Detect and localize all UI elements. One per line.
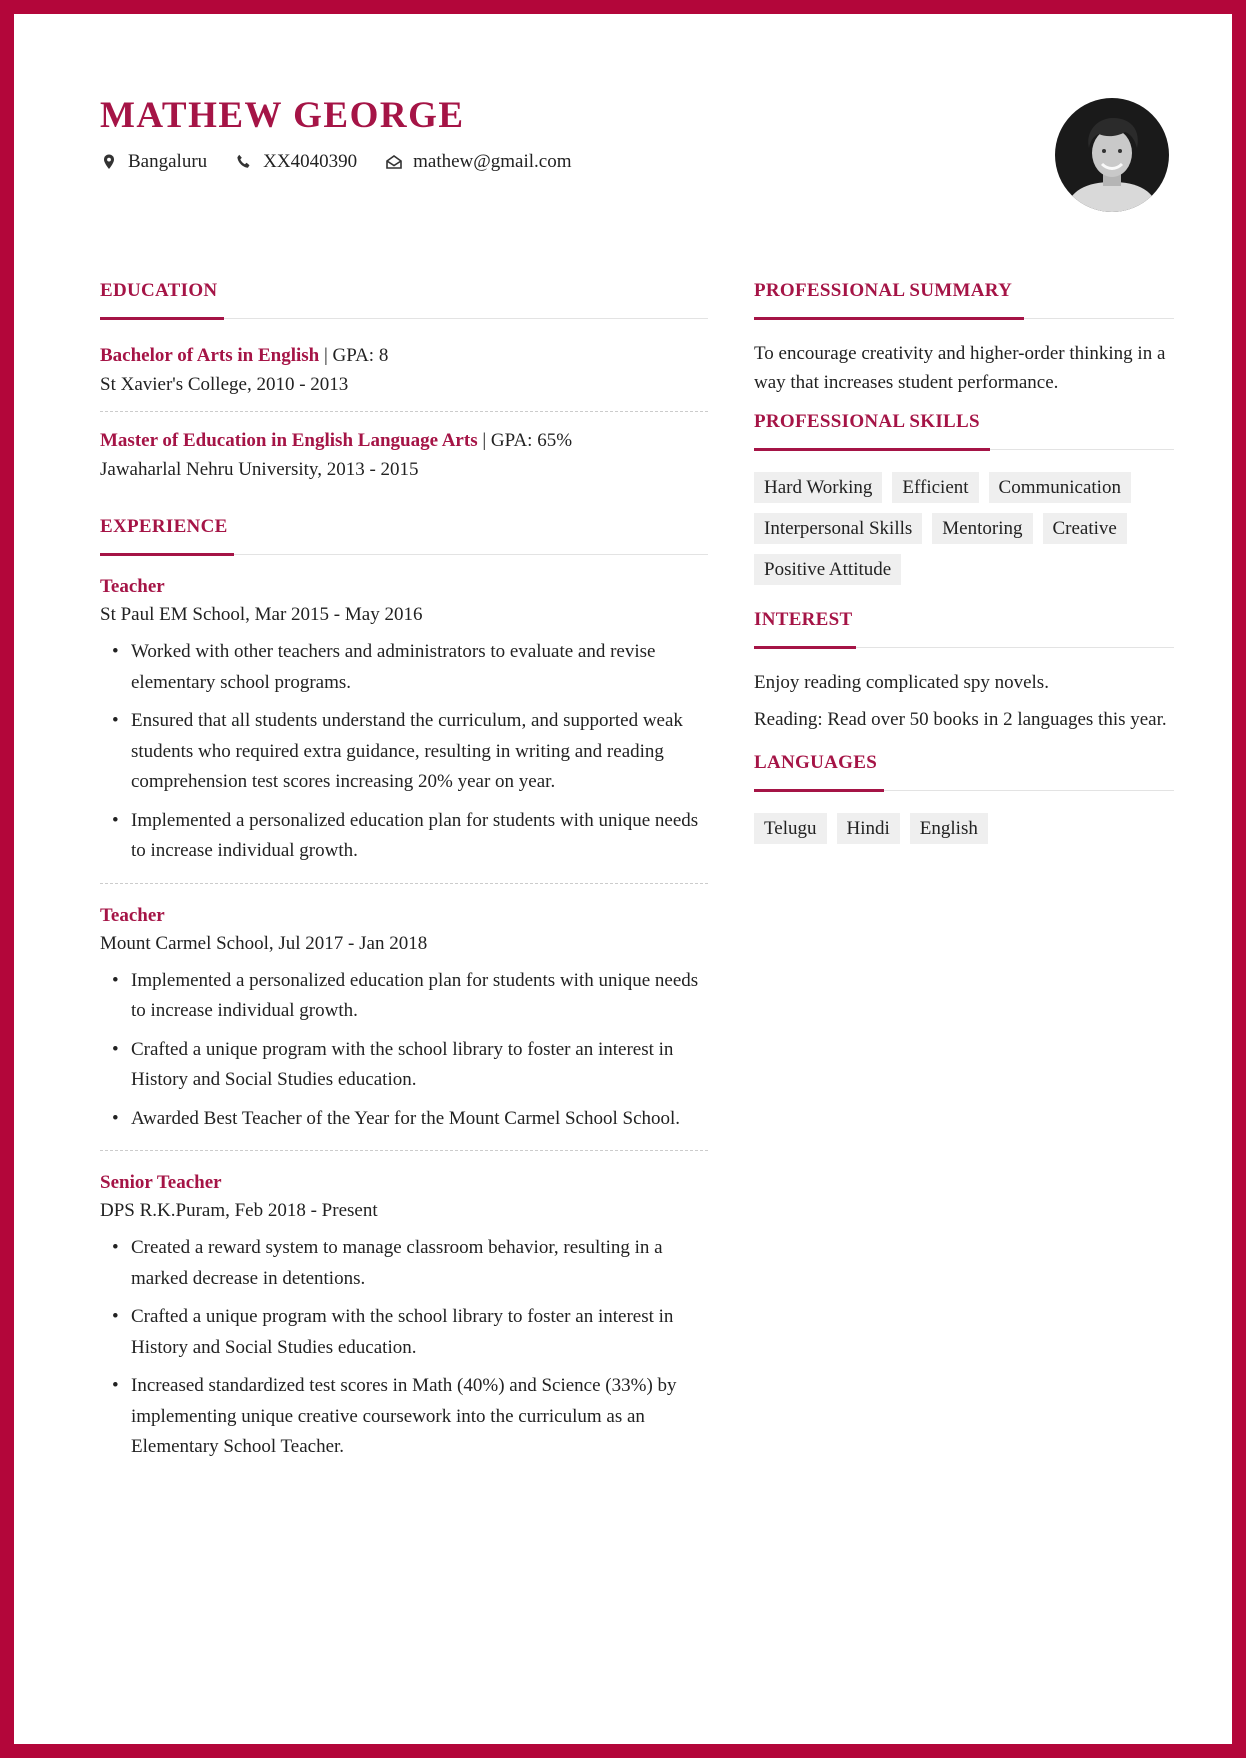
location-text: Bangaluru: [128, 151, 208, 172]
education-entry: [100, 412, 708, 484]
job-org: St Paul EM School, Mar 2015 - May 2016: [100, 604, 423, 625]
job-bullets: [100, 966, 708, 1135]
skill-tag: Efficient: [892, 472, 978, 503]
candidate-name: MATHEW GEORGE: [100, 95, 465, 136]
gpa: | GPA: 65%: [477, 430, 573, 451]
section-title: PROFESSIONAL SUMMARY: [754, 280, 1174, 319]
list-item: • Awarded Best Teacher of the Year for the Mount Carmel School School.: [100, 1104, 708, 1135]
email-icon: [385, 153, 403, 171]
job-bullets: [100, 1233, 708, 1463]
job-entry: [100, 555, 708, 867]
gpa: | GPA: 8: [319, 345, 389, 366]
contact-location: [100, 151, 207, 173]
languages-section: [754, 752, 1174, 854]
skill-tag: Mentoring: [932, 513, 1032, 544]
contact-row: [100, 151, 599, 173]
skill-tag: Creative: [1043, 513, 1127, 544]
list-item: • Increased standardized test scores in Math (40%) and Science (33%) by implementing unique creative coursework into the curriculum as an Elementary School Teacher.: [100, 1371, 708, 1463]
interest-item: Reading: Read over 50 books in 2 languages this year.: [754, 709, 1167, 730]
skill-tag: Interpersonal Skills: [754, 513, 922, 544]
job-org: Mount Carmel School, Jul 2017 - Jan 2018: [100, 932, 428, 954]
phone-text: XX4040390: [263, 151, 358, 172]
title-underline: [754, 789, 884, 792]
job-role: Teacher: [100, 904, 165, 926]
job-entry: [100, 884, 708, 1135]
title-underline: [754, 646, 856, 649]
list-item: • Ensured that all students understand the curriculum, and supported weak students who required extra guidance, resulting in writing and reading comprehension test scores increasing 20% year on year.: [100, 706, 708, 798]
section-title: EXPERIENCE: [100, 516, 708, 555]
languages-list: [754, 791, 1174, 854]
section-title: EDUCATION: [100, 280, 708, 319]
education-section: [100, 280, 708, 484]
skill-tag: Hard Working: [754, 472, 882, 503]
list-item: • Crafted a unique program with the school library to foster an interest in History and Social Studies education.: [100, 1035, 708, 1096]
section-title: INTEREST: [754, 609, 1174, 648]
skills-list: [754, 450, 1174, 595]
list-item: • Worked with other teachers and administrators to evaluate and revise elementary school programs.: [100, 637, 708, 698]
left-column: [100, 280, 708, 1471]
language-tag: Hindi: [837, 813, 900, 844]
school: St Xavier's College, 2010 - 2013: [100, 374, 349, 395]
language-tag: Telugu: [754, 813, 827, 844]
degree: Master of Education in English Language Arts: [100, 430, 478, 451]
section-title: PROFESSIONAL SKILLS: [754, 411, 1174, 450]
profile-photo: [1055, 98, 1169, 212]
job-entry: [100, 1151, 708, 1463]
list-item: • Created a reward system to manage classroom behavior, resulting in a marked decrease in detentions.: [100, 1233, 708, 1294]
title-underline: [754, 317, 1024, 320]
job-role: Teacher: [100, 576, 165, 597]
summary-section: [754, 280, 1174, 397]
language-tag: English: [910, 813, 988, 844]
degree: Bachelor of Arts in English: [100, 345, 320, 366]
title-underline: [100, 317, 224, 320]
list-item: • Implemented a personalized education plan for students with unique needs to increase individual growth.: [100, 966, 708, 1027]
title-underline: [100, 553, 234, 556]
section-title: LANGUAGES: [754, 752, 1174, 791]
skills-section: [754, 411, 1174, 595]
contact-email: [385, 151, 571, 173]
contact-phone: [235, 151, 357, 173]
skill-tag: Communication: [989, 472, 1131, 503]
interest-item: Enjoy reading complicated spy novels.: [754, 672, 1049, 693]
interest-section: [754, 609, 1174, 734]
school: Jawaharlal Nehru University, 2013 - 2015: [100, 459, 419, 480]
summary-text: To encourage creativity and higher-order thinking in a way that increases student performance.: [754, 343, 1166, 393]
right-column: [754, 280, 1174, 854]
phone-icon: [235, 153, 253, 171]
skill-tag: Positive Attitude: [754, 554, 901, 585]
map-pin-icon: [100, 153, 118, 171]
experience-section: [100, 516, 708, 1463]
email-text[interactable]: mathew@gmail.com: [413, 151, 572, 172]
job-org: DPS R.K.Puram, Feb 2018 - Present: [100, 1200, 378, 1221]
job-bullets: [100, 637, 708, 867]
list-item: • Crafted a unique program with the school library to foster an interest in History and Social Studies education.: [100, 1302, 708, 1363]
title-underline: [754, 448, 990, 451]
list-item: • Implemented a personalized education plan for students with unique needs to increase individual growth.: [100, 806, 708, 867]
job-role: Senior Teacher: [100, 1172, 222, 1193]
education-entry: [100, 319, 708, 399]
